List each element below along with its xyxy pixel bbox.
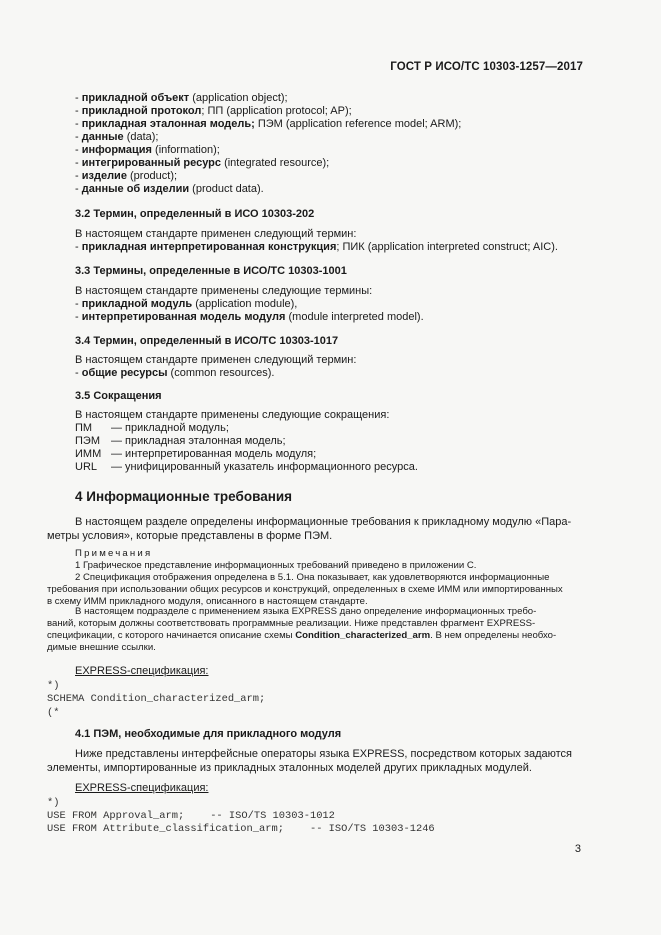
term-item: - интегрированный ресурс (integrated resource); bbox=[75, 157, 330, 169]
abbreviation-row: URL — унифицированный указатель информационного ресурса. bbox=[75, 461, 418, 473]
section-heading: 3.3 Термины, определенные в ИСО/ТС 10303-1001 bbox=[75, 265, 347, 277]
abbreviation-row: ПЭМ — прикладная эталонная модель; bbox=[75, 435, 286, 447]
term-item: - прикладной модуль (application module), bbox=[75, 298, 298, 310]
term-item: - информация (information); bbox=[75, 144, 220, 156]
document-header: ГОСТ Р ИСО/ТС 10303-1257—2017 bbox=[390, 61, 583, 73]
term-item: - прикладной протокол; ПП (application protocol; AP); bbox=[75, 105, 352, 117]
paragraph: метры условия», которые представлены в форме ПЭМ. bbox=[47, 530, 333, 542]
express-label: EXPRESS-спецификация: bbox=[75, 665, 209, 677]
paragraph: В настоящем разделе определены информационные требования к прикладному модулю «Пара- bbox=[75, 516, 572, 528]
chapter-heading: 4 Информационные требования bbox=[75, 489, 293, 504]
code-line: *) bbox=[47, 680, 60, 692]
page-number: 3 bbox=[574, 843, 581, 855]
section-heading: 3.2 Термин, определенный в ИСО 10303-202 bbox=[75, 208, 315, 220]
paragraph: Ниже представлены интерфейсные операторы языка EXPRESS, посредством которых задаются bbox=[75, 748, 573, 760]
paragraph: В настоящем стандарте применен следующий термин: bbox=[75, 228, 357, 240]
abbreviation-row: ИММ — интерпретированная модель модуля; bbox=[75, 448, 317, 460]
term-item: - общие ресурсы (common resources). bbox=[75, 367, 275, 379]
paragraph: спецификации, с которого начинается описание схемы Condition_characterized_arm. В нем определены необхо- bbox=[47, 630, 557, 641]
term-item: - прикладная интерпретированная конструкция; ПИК (application interpreted construct; AIC). bbox=[75, 241, 558, 253]
paragraph: В настоящем стандарте применены следующие сокращения: bbox=[75, 409, 390, 421]
section-heading: 3.5 Сокращения bbox=[75, 390, 162, 402]
express-label: EXPRESS-спецификация: bbox=[75, 782, 209, 794]
paragraph: В настоящем подразделе с применением языка EXPRESS дано определение информационных требо- bbox=[75, 606, 537, 617]
paragraph: ваний, которым должны соответствовать программные реализации. Ниже представлен фрагмент EXPRESS- bbox=[47, 618, 536, 629]
section-heading: 4.1 ПЭМ, необходимые для прикладного модуля bbox=[75, 728, 342, 740]
code-line: *) bbox=[47, 797, 60, 809]
note-text: 2 Спецификация отображения определена в 5.1. Она показывает, как удовлетворяются информационные bbox=[75, 572, 550, 583]
paragraph: димые внешние ссылки. bbox=[47, 642, 156, 653]
paragraph: В настоящем стандарте применен следующий термин: bbox=[75, 354, 357, 366]
note-text: требования при использовании общих ресурсов и конструкций, определенных в схеме ИММ или импортированных bbox=[47, 584, 563, 595]
paragraph: В настоящем стандарте применены следующие термины: bbox=[75, 285, 373, 297]
note-text: в схему ИММ прикладного модуля, описанного в настоящем стандарте. bbox=[47, 596, 368, 607]
section-heading: 3.4 Термин, определенный в ИСО/ТС 10303-1017 bbox=[75, 335, 339, 347]
term-item: - данные об изделии (product data). bbox=[75, 183, 264, 195]
code-line: USE FROM Attribute_classification_arm; -- ISO/TS 10303-1246 bbox=[47, 823, 435, 835]
code-line: USE FROM Approval_arm; -- ISO/TS 10303-1012 bbox=[47, 810, 335, 822]
paragraph: элементы, импортированные из прикладных эталонных моделей других прикладных модулей. bbox=[47, 762, 532, 774]
code-line: SCHEMA Condition_characterized_arm; bbox=[47, 693, 266, 705]
note-text: 1 Графическое представление информационных требований приведено в приложении С. bbox=[75, 560, 477, 571]
term-item: - изделие (product); bbox=[75, 170, 178, 182]
term-item: - интерпретированная модель модуля (module interpreted model). bbox=[75, 311, 424, 323]
term-item: - прикладная эталонная модель; ПЭМ (application reference model; ARM); bbox=[75, 118, 462, 130]
note-label: Примечания bbox=[75, 548, 153, 559]
abbreviation-row: ПМ — прикладной модуль; bbox=[75, 422, 229, 434]
code-line: (* bbox=[47, 707, 60, 719]
term-item: - данные (data); bbox=[75, 131, 159, 143]
term-item: - прикладной объект (application object); bbox=[75, 92, 288, 104]
